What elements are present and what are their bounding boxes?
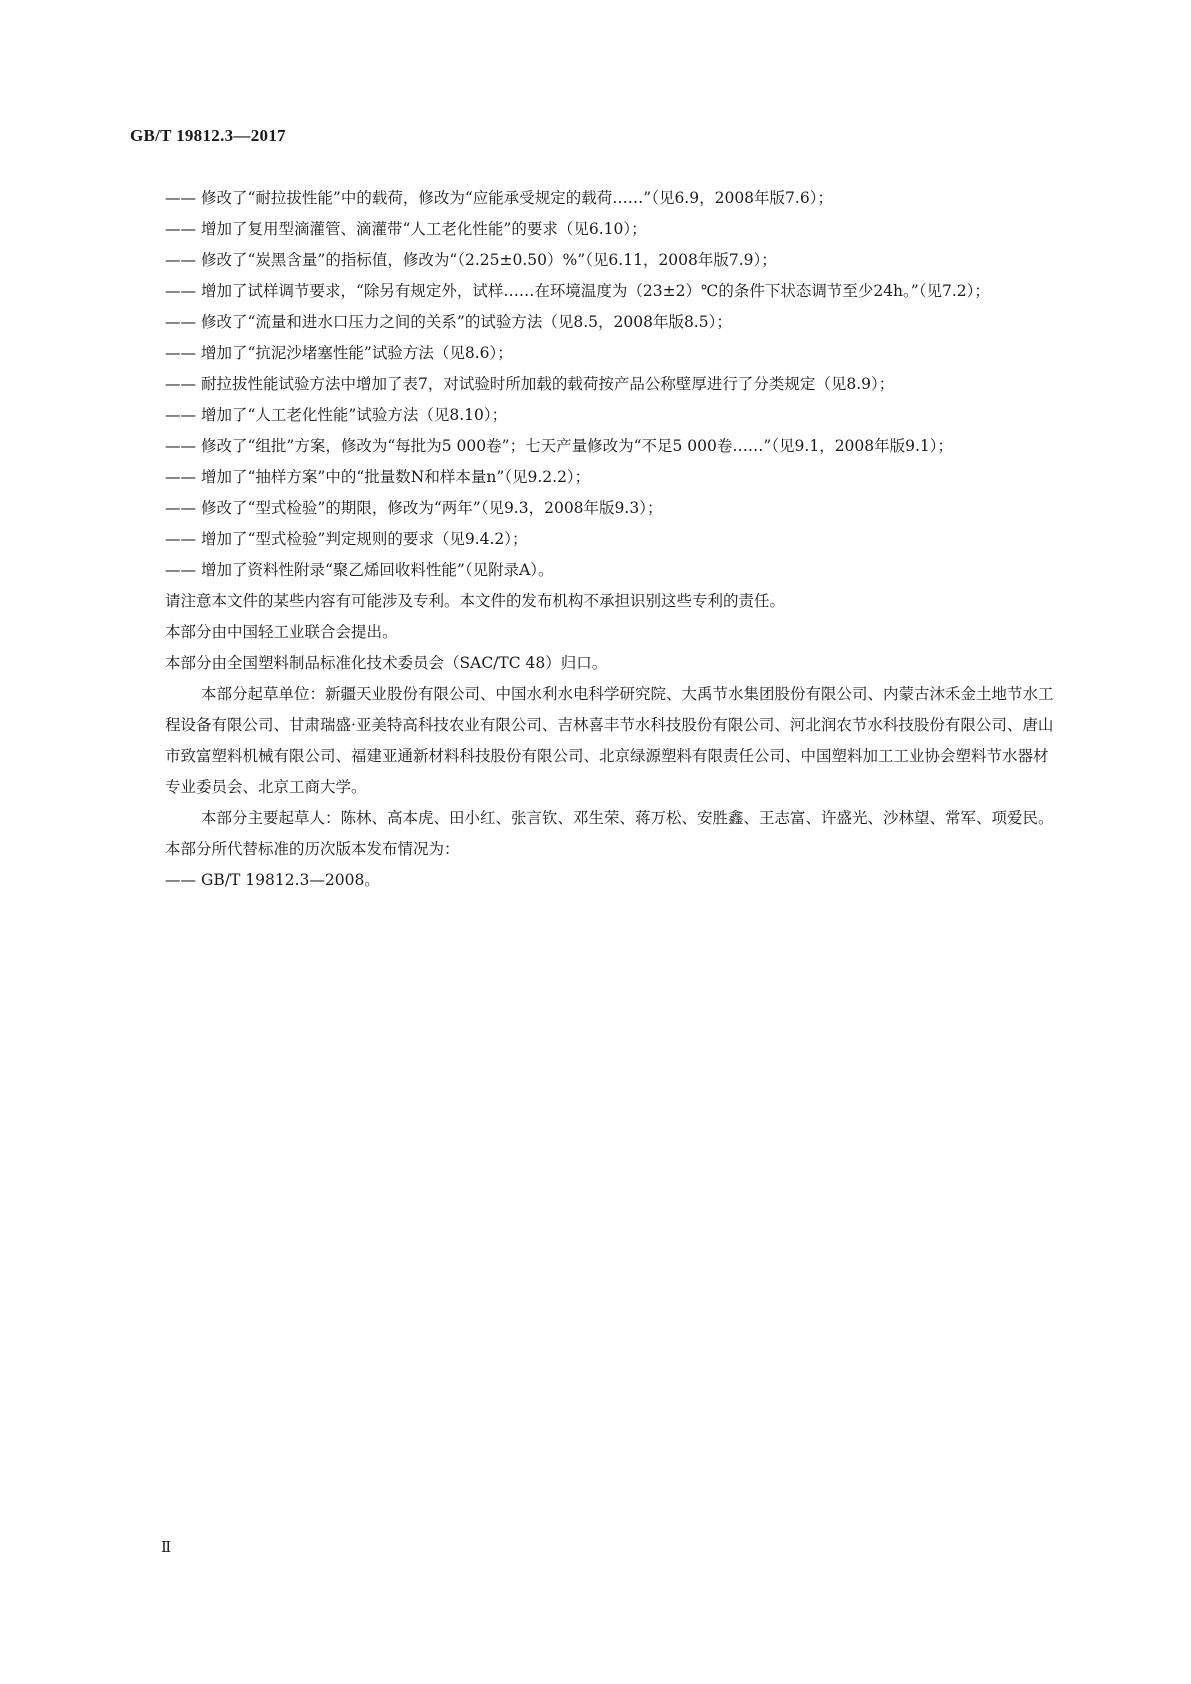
drafters: 本部分主要起草人：陈林、高本虎、田小红、张言钦、邓生荣、蒋万松、安胜鑫、王志富、许盛光、沙林望、常军、项爱民。: [201, 809, 1054, 827]
foreword-body: [165, 183, 1060, 896]
change-item: —— 修改了“耐拉拔性能”中的载荷，修改为“应能承受规定的载荷……”（见6.9，2008年版7.6）；: [165, 189, 833, 207]
change-item: —— 修改了“组批”方案，修改为“每批为5 000卷”；七天产量修改为“不足5 000卷……”（见9.1，2008年版9.1）；: [165, 437, 954, 455]
change-list: [165, 183, 1060, 586]
change-item: —— 增加了“抽样方案”中的“批量数N和样本量n”（见9.2.2）；: [165, 468, 591, 486]
page-number: Ⅱ: [161, 1540, 172, 1556]
history-intro: 本部分所代替标准的历次版本发布情况为：: [165, 840, 460, 858]
patent-notice: 请注意本文件的某些内容有可能涉及专利。本文件的发布机构不承担识别这些专利的责任。: [165, 592, 786, 610]
change-item: —— 耐拉拔性能试验方法中增加了表7，对试验时所加载的载荷按产品公称壁厚进行了分类规定（见8.9）；: [165, 375, 895, 393]
change-item: —— 修改了“炭黑含量”的指标值，修改为“（2.25±0.50）%”（见6.11，2008年版7.9）；: [165, 251, 777, 269]
proposer-statement: 本部分由中国轻工业联合会提出。: [165, 623, 398, 641]
change-item: —— 修改了“型式检验”的期限，修改为“两年”（见9.3，2008年版9.3）；: [165, 499, 663, 517]
change-item: —— 增加了资料性附录“聚乙烯回收料性能”（见附录A）。: [165, 561, 554, 579]
change-item: —— 增加了“型式检验”判定规则的要求（见9.4.2）；: [165, 530, 528, 548]
committee-statement: 本部分由全国塑料制品标准化技术委员会（SAC/TC 48）归口。: [165, 654, 608, 672]
drafting-organizations: 本部分起草单位：新疆天业股份有限公司、中国水利水电科学研究院、大禹节水集团股份有限公司、内蒙古沐禾金土地节水工程设备有限公司、甘肃瑞盛·亚美特高科技农业有限公司、吉林喜丰节水科技股份有限公司、河北润农节水科技股份有限公司、唐山市致富塑料机械有限公司、福建亚通新材料科技股份有限公司、北京绿源塑料有限责任公司、中国塑料加工工业协会塑料节水器材专业委员会、北京工商大学。: [165, 685, 1054, 796]
standard-code: GB/T 19812.3—2017: [130, 126, 286, 145]
change-item: —— 增加了试样调节要求，“除另有规定外，试样……在环境温度为（23±2）℃的条件下状态调节至少24h。”（见7.2）；: [165, 282, 990, 300]
history-item: —— GB/T 19812.3—2008。: [165, 871, 380, 889]
change-item: —— 增加了复用型滴灌管、滴灌带“人工老化性能”的要求（见6.10）；: [165, 220, 647, 238]
change-item: —— 增加了“人工老化性能”试验方法（见8.10）；: [165, 406, 508, 424]
change-item: —— 修改了“流量和进水口压力之间的关系”的试验方法（见8.5，2008年版8.5）；: [165, 313, 732, 331]
change-item: —— 增加了“抗泥沙堵塞性能”试验方法（见8.6）；: [165, 344, 513, 362]
